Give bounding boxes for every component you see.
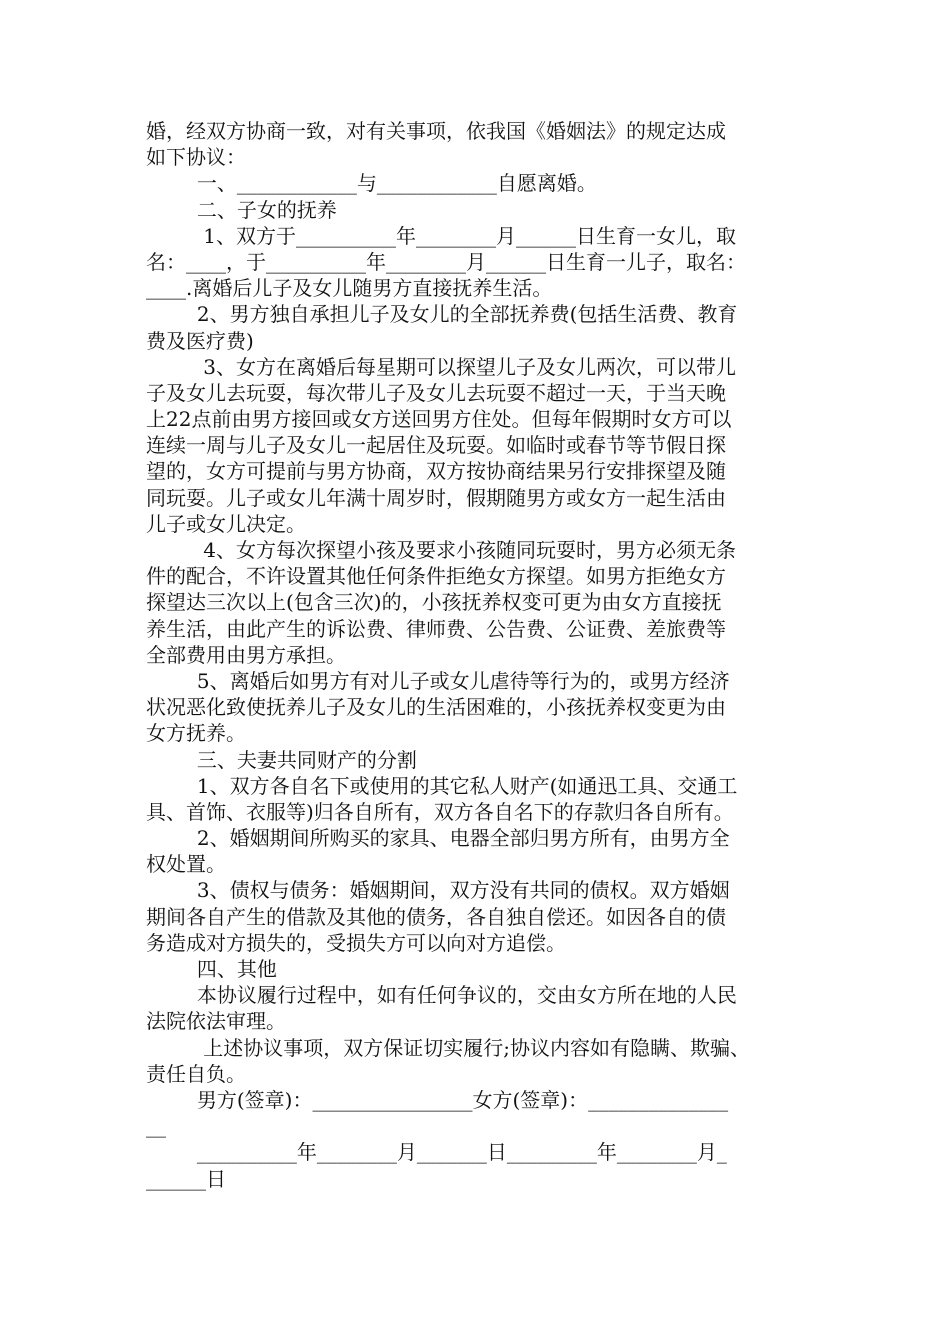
text-line: 女方抚养。 <box>146 721 246 746</box>
text-line: 务造成对方损失的，受损失方可以向对方追偿。 <box>146 930 566 955</box>
text-line: 具、首饰、衣服等)归各自所有，双方各自名下的存款归各自所有。 <box>146 799 734 824</box>
text-line: 连续一周与儿子及女儿一起居住及玩耍。如临时或春节等节假日探 <box>146 433 726 458</box>
section-heading: 三、夫妻共同财产的分割 <box>146 747 417 772</box>
text-line: 上22点前由男方接回或女方送回男方住处。但每年假期时女方可以 <box>146 407 732 432</box>
text-line: 2、男方独自承担儿子及女儿的全部抚养费(包括生活费、教育 <box>146 302 738 327</box>
text-line: 望的，女方可提前与男方协商，双方按协商结果另行安排探望及随 <box>146 459 726 484</box>
text-line: 件的配合，不许设置其他任何条件拒绝女方探望。如男方拒绝女方 <box>146 564 726 589</box>
document-body <box>146 118 826 1192</box>
text-line: 权处置。 <box>146 852 226 877</box>
signature-line: 男方(签章)：________________女方(签章)：______________ <box>146 1087 729 1112</box>
text-line: 上述协议事项，双方保证切实履行;协议内容如有隐瞒、欺骗、 <box>146 1035 750 1060</box>
text-line: 4、女方每次探望小孩及要求小孩随同玩耍时，男方必须无条 <box>146 538 736 562</box>
text-line: 如下协议： <box>146 145 246 170</box>
text-line: 责任自负。 <box>146 1061 246 1086</box>
signature-line: __ <box>146 1114 166 1139</box>
text-line: 1、双方各自名下或使用的其它私人财产(如通迅工具、交通工 <box>146 773 738 798</box>
text-line: 子及女儿去玩耍，每次带儿子及女儿去玩耍不超过一天，于当天晚 <box>146 380 726 405</box>
text-line: 婚，经双方协商一致，对有关事项，依我国《婚姻法》的规定达成 <box>146 119 726 143</box>
text-line: 法院依法审理。 <box>146 1009 286 1034</box>
text-line: 2、婚姻期间所购买的家具、电器全部归男方所有，由男方全 <box>146 826 730 851</box>
text-line: 3、女方在离婚后每星期可以探望儿子及女儿两次，可以带儿 <box>146 354 736 379</box>
text-line: 名：____，于__________年________月______日生育一儿子，取名： <box>146 249 746 274</box>
text-line: 全部费用由男方承担。 <box>146 642 346 667</box>
date-line: __________年________月_______日_________年________月_ <box>146 1140 727 1165</box>
text-line: 5、离婚后如男方有对儿子或女儿虐待等行为的，或男方经济 <box>146 668 730 693</box>
text-line: 养生活，由此产生的诉讼费、律师费、公告费、公证费、差旅费等 <box>146 616 726 641</box>
text-line: 3、债权与债务：婚姻期间，双方没有共同的债权。双方婚姻 <box>146 878 730 903</box>
section-heading: 四、其他 <box>146 957 277 981</box>
date-line: ______日 <box>146 1166 226 1191</box>
text-line: 期间各自产生的借款及其他的债务，各自独自偿还。如因各自的债 <box>146 904 726 929</box>
text-line: 探望达三次以上(包含三次)的，小孩抚养权变可更为由女方直接抚 <box>146 590 722 615</box>
text-line: 状况恶化致使抚养儿子及女儿的生活困难的，小孩抚养权变更为由 <box>146 695 726 720</box>
text-line: 一、____________与____________自愿离婚。 <box>146 171 597 196</box>
text-line: 儿子或女儿决定。 <box>146 511 306 536</box>
text-line: 费及医疗费) <box>146 328 254 353</box>
text-line: 同玩耍。儿子或女儿年满十周岁时，假期随男方或女方一起生活由 <box>146 485 726 510</box>
text-line: 1、双方于__________年________月______日生育一女儿，取 <box>146 223 736 248</box>
text-line: ____.离婚后儿子及女儿随男方直接抚养生活。 <box>146 276 553 301</box>
section-heading: 二、子女的抚养 <box>146 197 337 222</box>
text-line: 本协议履行过程中，如有任何争议的，交由女方所在地的人民 <box>146 983 737 1008</box>
